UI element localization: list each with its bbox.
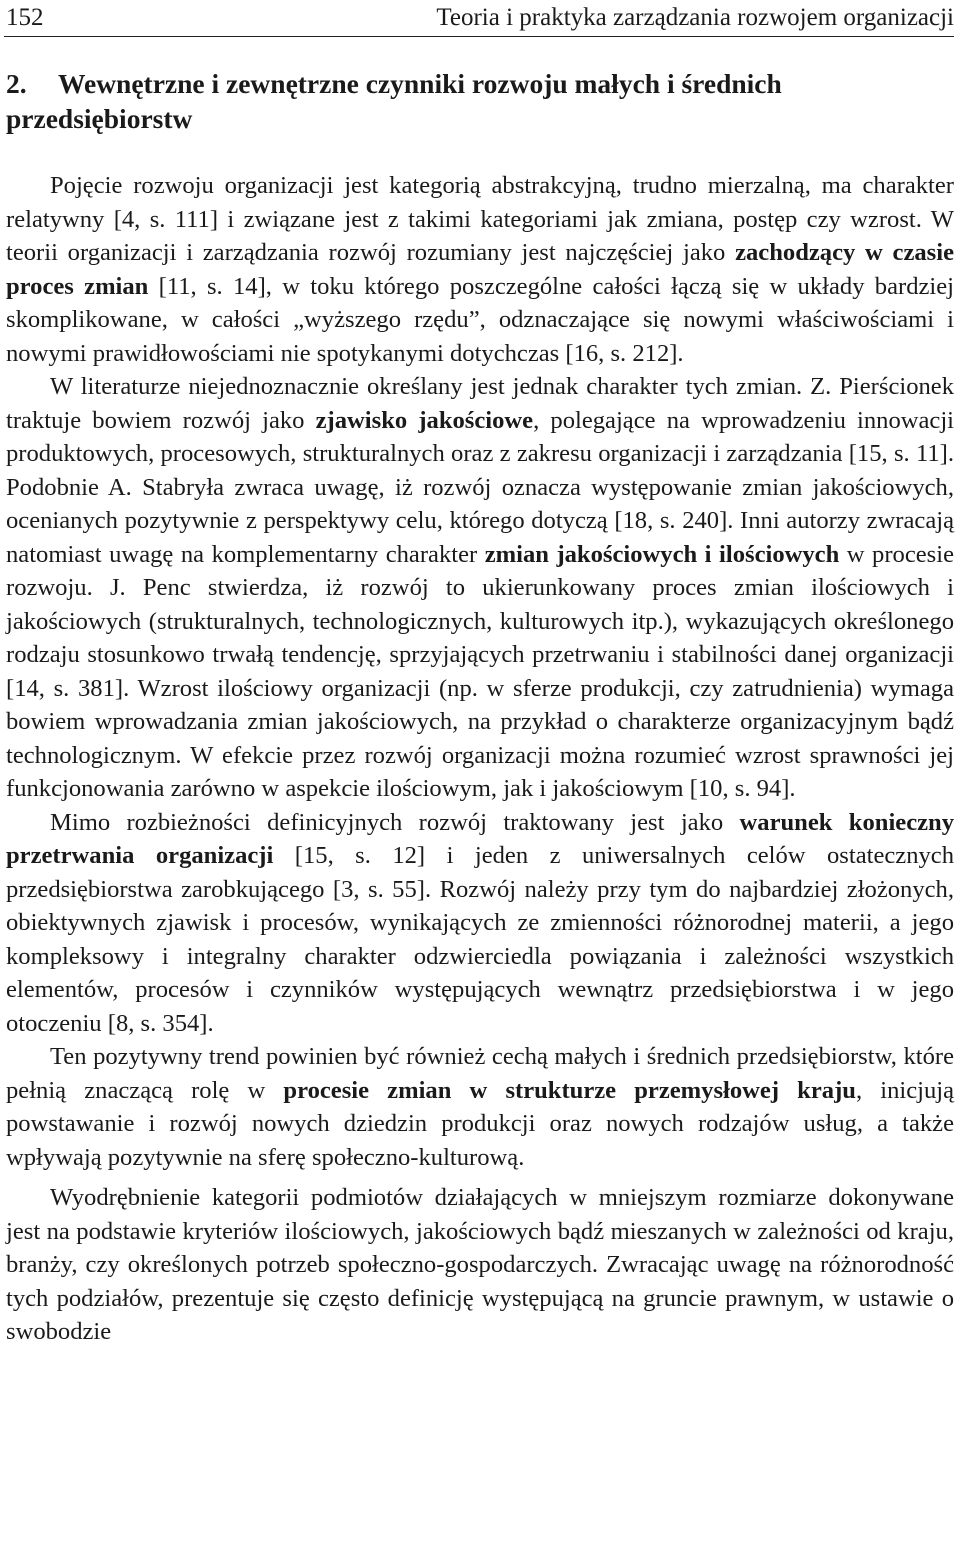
text-run: Mimo rozbieżności definicyjnych rozwój traktowany jest jako	[50, 808, 740, 836]
bold-phrase: procesie zmian w strukturze przemysłowej kraju	[283, 1076, 856, 1104]
text-run: Ten pozytywny trend powinien być również cechą małych i średnich przedsiębiorstw, które pełnią znaczącą rolę w	[6, 1043, 954, 1104]
page-number: 152	[6, 4, 44, 31]
text-run: Pojęcie rozwoju organizacji jest kategorią abstrakcyjną, trudno mierzalną, ma charakter relatywny [4, s. 111] i związane jest z takimi kategoriami jak zmiana, postęp czy wzrost. W teorii organizacji i zarządzania rozwój rozumiany jest najczęściej jako	[6, 172, 954, 266]
running-title: Teoria i praktyka zarządzania rozwojem organizacji	[436, 4, 954, 31]
text-run: , inicjują powstawanie i rozwój nowych dziedzin produkcji oraz nowych rodzajów usług, a także wpływają pozytywnie na sferę społeczno-kulturową.	[6, 1076, 955, 1171]
section-heading	[6, 66, 906, 136]
page-header	[4, 2, 954, 37]
text-run: w procesie rozwoju. J. Penc stwierdza, iż rozwój to ukierunkowany proces zmian ilościowych i jakościowych (strukturalnych, technologicznych, kulturowych itp.), wykazujących określonego rodzaju stosunkowo trwałą tendencję, sprzyjających przetrwaniu i stabilności danej organizacji [14, s. 381]. Wzrost ilościowy organizacji (np. w sferze produkcji, czy zatrudnienia) wymaga bowiem wprowadzania zmian jakościowych, na przykład o charakterze organizacyjnym bądź technologicznym. W efekcie przez rozwój organizacji można rozumieć wzrost sprawności jej funkcjonowania zarówno w aspekcie ilościowym, jak i jakościowym [10, s. 94].	[6, 540, 954, 802]
bold-phrase: zmian jakościowych i ilościowych	[484, 540, 840, 568]
section-title: Wewnętrzne i zewnętrzne czynniki rozwoju małych i średnich przedsiębiorstw	[6, 68, 782, 134]
section-number: 2.	[6, 68, 27, 99]
paragraph	[6, 806, 954, 1041]
text-run: Wyodrębnienie kategorii podmiotów działających w mniejszym rozmiarze dokonywane jest na podstawie kryteriów ilościowych, jakościowych bądź mieszanych w zależności od kraju, branży, czy określonych potrzeb społeczno-gospodarczych. Zwracając uwagę na różnorodność tych podziałów, prezentuje się często definicję występującą na gruncie prawnym, w ustawie o swobodzie	[6, 1184, 954, 1345]
bold-phrase: warunek konieczny przetrwania organizacji	[6, 808, 954, 869]
paragraph	[6, 1181, 954, 1349]
bold-phrase: zjawisko jakościowe	[315, 406, 534, 434]
text-run: [15, s. 12] i jeden z uniwersalnych celów ostatecznych przedsiębiorstwa zarobkującego [3, s. 55]. Rozwój należy przy tym do najbardziej złożonych, obiektywnych zjawisk i procesów, wynikających ze zmienności różnorodnej materii, a jego kompleksowy i integralny charakter odzwierciedla powiązania i zależności wszystkich elementów, procesów i czynników występujących wewnątrz przedsiębiorstwa i w jego otoczeniu [8, s. 354].	[6, 842, 954, 1037]
paragraph	[6, 169, 954, 370]
text-run: [11, s. 14], w toku którego poszczególne całości łączą się w układy bardziej skomplikowane, w całości „wyższego rzędu”, odznaczające się nowymi właściwościami i nowymi prawidłowościami nie spotykanymi dotychczas [16, s. 212].	[6, 272, 954, 367]
bold-phrase: zachodzący w czasie proces zmian	[6, 239, 954, 300]
paragraph	[6, 370, 954, 806]
paragraph	[6, 1040, 954, 1174]
text-run: , polegające na wprowadzeniu innowacji produktowych, procesowych, strukturalnych oraz z zakresu organizacji i zarządzania [15, s. 11]. Podobnie A. Stabryła zwraca uwagę, iż rozwój oznacza występowanie zmian jakościowych, ocenianych pozytywnie z perspektywy celu, którego dotyczą [18, s. 240]. Inni autorzy zwracają natomiast uwagę na komplementarny charakter	[6, 406, 955, 568]
text-run: W literaturze niejednoznacznie określany jest jednak charakter tych zmian. Z. Pierścionek traktuje bowiem rozwój jako	[6, 373, 954, 434]
body-text	[6, 169, 954, 1349]
